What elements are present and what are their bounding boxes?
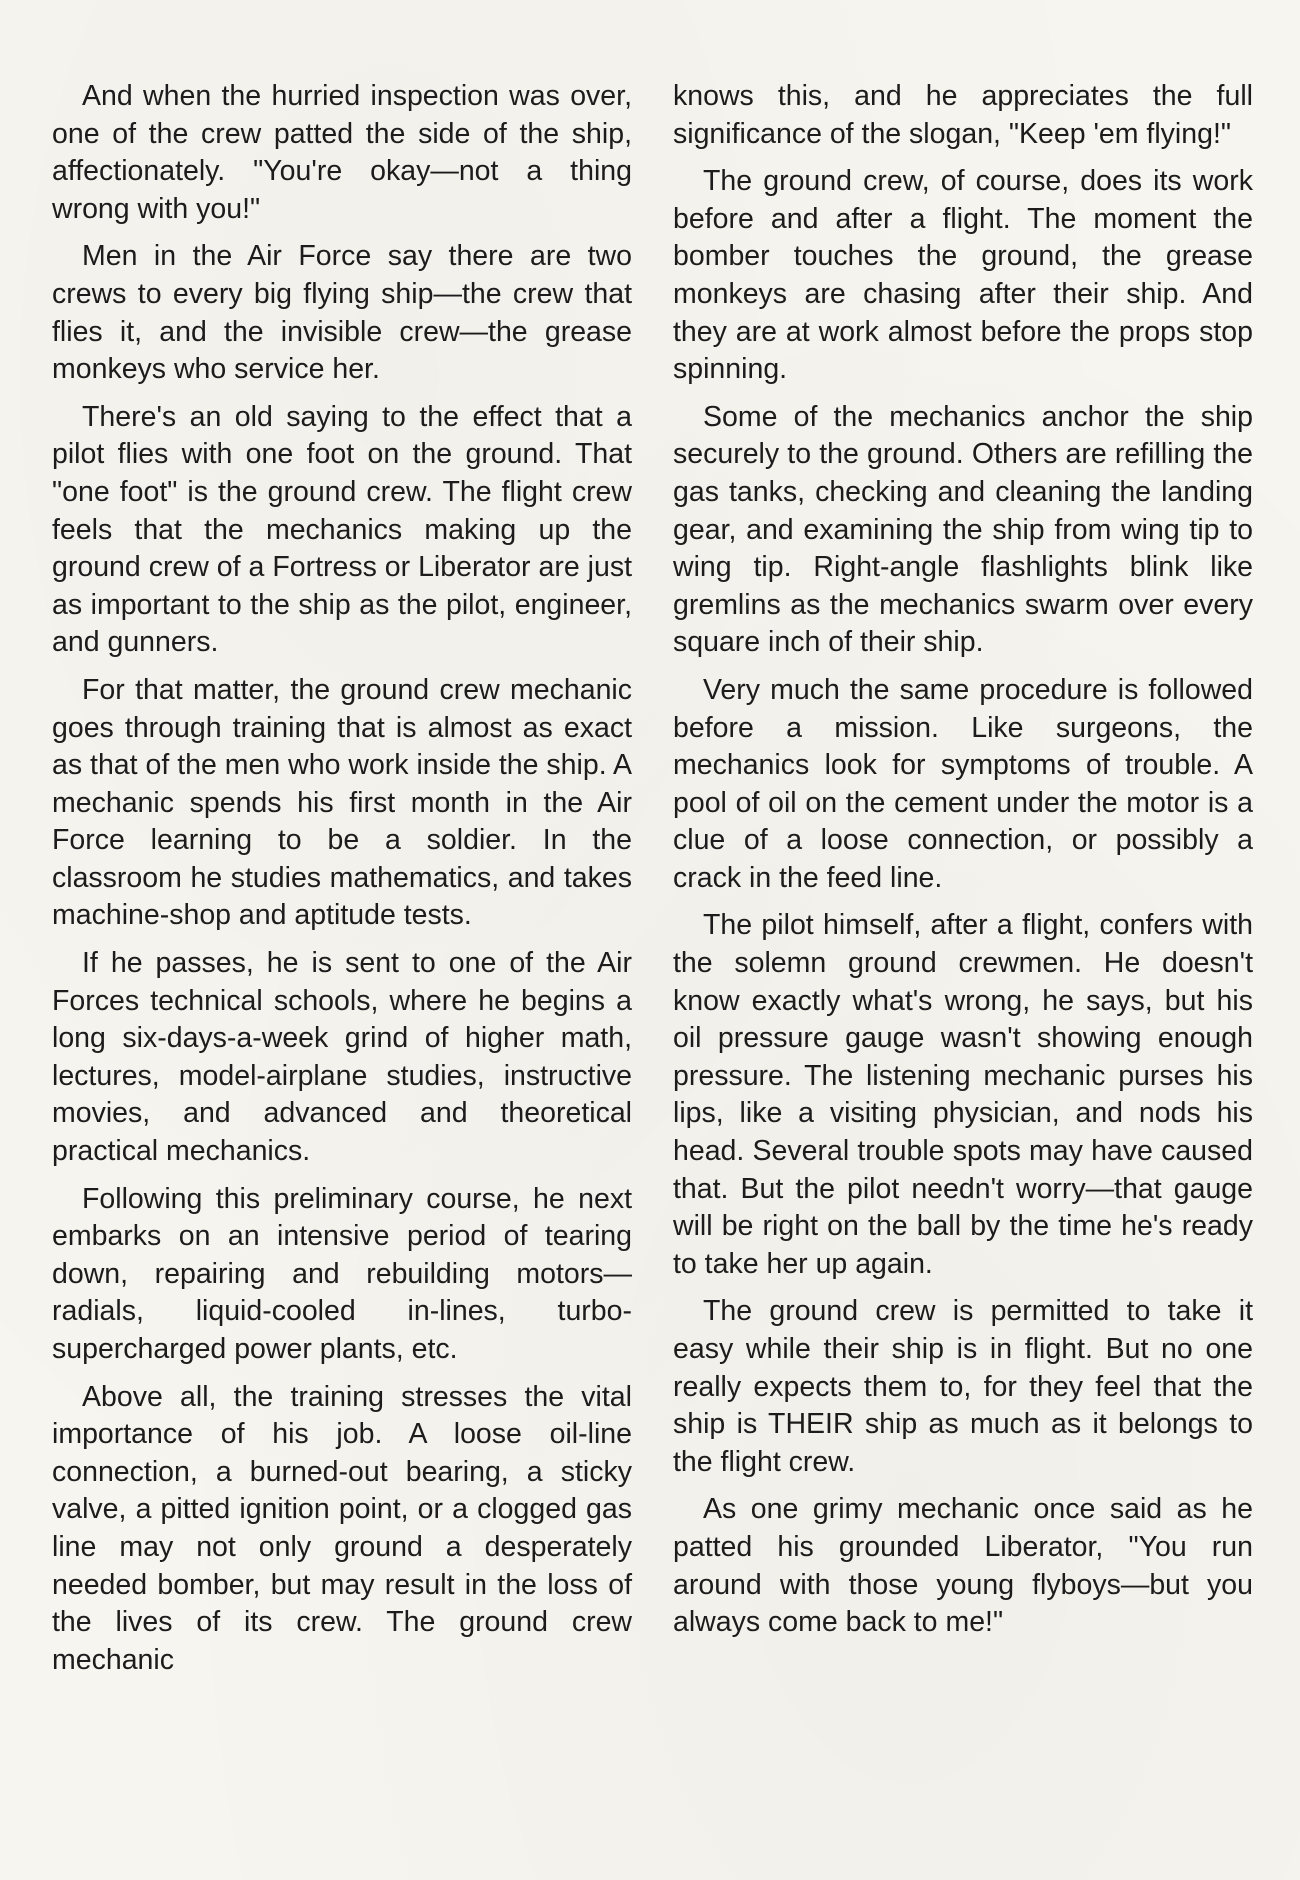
paragraph: Some of the mechanics anchor the ship securely to the ground. Others are refilling the gas tanks, checking and cleaning the landing gear, and examining the ship from wing tip to wing tip. Right-angle flashlights blink like gremlins as the mechanics swarm over every square inch of their ship. xyxy=(673,400,1253,659)
paragraph: Above all, the training stresses the vital importance of his job. A loose oil-line connection, a burned-out bearing, a sticky valve, a pitted ignition point, or a clogged gas line may not only ground a desperately needed bomber, but may result in the loss of the lives of its crew. The ground crew mechanic xyxy=(52,1380,632,1676)
paragraph-continued: knows this, and he appreciates the full significance of the slogan, "Keep 'em flying!" xyxy=(673,80,1253,150)
paragraph: For that matter, the ground crew mechanic goes through training that is almost as exact as that of the men who work inside the ship. A mechanic spends his first month in the Air Force learning to be a soldier. In the classroom he studies mathematics, and takes machine-shop and aptitude tests. xyxy=(52,673,632,932)
paragraph: The pilot himself, after a flight, confers with the solemn ground crewmen. He doesn't know exactly what's wrong, he says, but his oil pressure gauge wasn't showing enough pressure. The listening mechanic purses his lips, like a visiting physician, and nods his head. Several trouble spots may have caused that. But the pilot needn't worry—that gauge will be right on the ball by the time he's ready to take her up again. xyxy=(673,909,1253,1280)
paragraph: Men in the Air Force say there are two crews to every big flying ship—the crew that flies it, and the invisible crew—the grease monkeys who service her. xyxy=(52,240,632,386)
left-text-column xyxy=(52,78,632,1689)
right-text-column xyxy=(673,78,1253,1652)
paragraph: Very much the same procedure is followed before a mission. Like surgeons, the mechanics look for symptoms of trouble. A pool of oil on the cement under the motor is a clue of a loose connection, or possibly a crack in the feed line. xyxy=(673,673,1253,894)
paragraph: The ground crew is permitted to take it easy while their ship is in flight. But no one really expects them to, for they feel that the ship is THEIR ship as much as it belongs to the flight crew. xyxy=(673,1295,1253,1478)
paragraph: And when the hurried inspection was over, one of the crew patted the side of the ship, affectionately. "You're okay—not a thing wrong with you!" xyxy=(52,80,632,225)
paragraph: There's an old saying to the effect that a pilot flies with one foot on the ground. That "one foot" is the ground crew. The flight crew feels that the mechanics making up the ground crew of a Fortress or Liberator are just as important to the ship as the pilot, engineer, and gunners. xyxy=(52,400,632,659)
paragraph: If he passes, he is sent to one of the Air Forces technical schools, where he begins a long six-days-a-week grind of higher math, lectures, model-airplane studies, instructive movies, and advanced and theoretical practical mechanics. xyxy=(52,947,632,1168)
paragraph: As one grimy mechanic once said as he patted his grounded Liberator, "You run around with those young flyboys—but you always come back to me!" xyxy=(673,1493,1253,1639)
paragraph: Following this preliminary course, he next embarks on an intensive period of tearing down, repairing and rebuilding motors—radials, liquid-cooled in-lines, turbo-supercharged power plants, etc. xyxy=(52,1182,632,1365)
paragraph: The ground crew, of course, does its work before and after a flight. The moment the bomber touches the ground, the grease monkeys are chasing after their ship. And they are at work almost before the props stop spinning. xyxy=(673,165,1253,386)
